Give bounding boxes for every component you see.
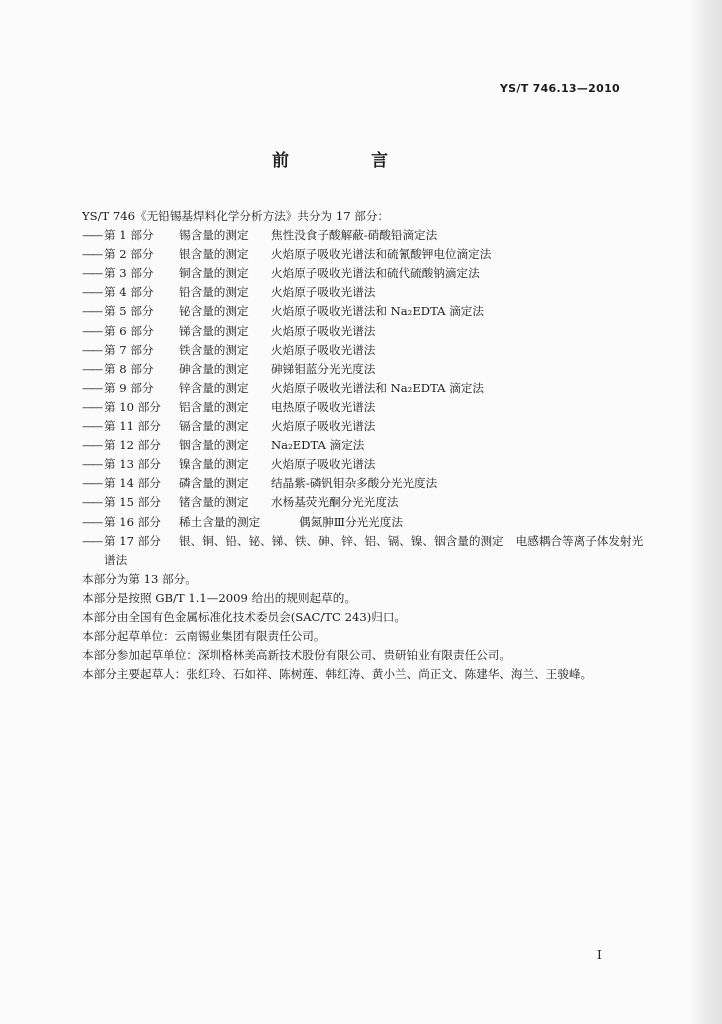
part-number: 第 13 部分 <box>104 457 161 472</box>
part-method: 结晶紫-磷钒钼杂多酸分光光度法 <box>271 476 438 491</box>
part-method: 火焰原子吸收光谱法 <box>271 342 376 357</box>
intro-line: YS/T 746《无铅锡基焊料化学分析方法》共分为 17 部分： <box>82 209 390 223</box>
part-number: 第 12 部分 <box>104 438 161 453</box>
part-item: 锌含量的测定 <box>179 380 249 395</box>
list-item-part-17 <box>82 532 642 551</box>
statement-line: 本部分主要起草人：张红玲、石如祥、陈树莲、韩红涛、黄小兰、尚正文、陈建华、海兰、王骏峰。 <box>82 667 593 682</box>
part-method: 火焰原子吸收光谱法和硫代硫酸钠滴定法 <box>271 266 480 281</box>
list-item-part <box>82 379 642 398</box>
part-method: 偶氮胂Ⅲ分光光度法 <box>299 514 403 529</box>
part-method: 火焰原子吸收光谱法 <box>271 457 376 472</box>
part-number: 第 8 部分 <box>104 361 154 376</box>
part-dash: —— <box>82 399 102 414</box>
list-item-part <box>82 245 642 264</box>
part-item: 铜含量的测定 <box>179 266 249 281</box>
part-dash: —— <box>82 342 102 357</box>
part-method: 火焰原子吸收光谱法和 Na₂EDTA 滴定法 <box>271 304 485 319</box>
part-dash: —— <box>82 476 102 491</box>
part-number: 第 1 部分 <box>104 228 154 243</box>
part-method: 火焰原子吸收光谱法 <box>271 419 376 434</box>
statement-line: 本部分起草单位：云南锡业集团有限责任公司。 <box>82 629 326 644</box>
statement-line: 本部分由全国有色金属标准化技术委员会(SAC/TC 243)归口。 <box>82 609 407 624</box>
standard-number: YS/T 746.13—2010 <box>499 82 620 95</box>
page-number: I <box>597 948 602 962</box>
part-dash: —— <box>82 514 102 529</box>
list-item-part <box>82 322 642 341</box>
part-dash: —— <box>82 380 102 395</box>
part-dash: —— <box>82 266 102 281</box>
part-dash: —— <box>82 323 102 338</box>
list-item-part <box>82 226 642 245</box>
part-method: Na₂EDTA 滴定法 <box>271 438 365 453</box>
page-edge-shadow <box>688 0 722 1024</box>
part-dash: —— <box>82 438 102 453</box>
list-item-part <box>82 455 642 474</box>
part-number: 第 16 部分 <box>104 514 161 529</box>
list-item-part <box>82 302 642 321</box>
part-method: 水杨基荧光酮分光光度法 <box>271 495 399 510</box>
part-number: 第 3 部分 <box>104 266 154 281</box>
part-item: 铋含量的测定 <box>179 304 249 319</box>
part-method: 电感耦合等离子体发射光 <box>515 533 644 548</box>
part-item: 铟含量的测定 <box>179 438 249 453</box>
part-item: 锡含量的测定 <box>179 228 249 243</box>
part-item: 稀土含量的测定 <box>179 514 261 529</box>
part-number: 第 6 部分 <box>104 323 154 338</box>
part-number: 第 15 部分 <box>104 495 161 510</box>
part-number: 第 9 部分 <box>104 380 154 395</box>
part-item: 镍含量的测定 <box>179 457 249 472</box>
part-dash: —— <box>82 228 102 243</box>
part-dash: —— <box>82 457 102 472</box>
part-method: 火焰原子吸收光谱法 <box>271 285 376 300</box>
part-item: 铁含量的测定 <box>179 342 249 357</box>
statement-line: 本部分是按照 GB/T 1.1—2009 给出的规则起草的。 <box>82 590 356 605</box>
part-method: 火焰原子吸收光谱法和 Na₂EDTA 滴定法 <box>271 380 485 395</box>
statement-line: 本部分参加起草单位：深圳格林美高新技术股份有限公司、贵研铂业有限责任公司。 <box>82 648 511 663</box>
part-method: 焦性没食子酸解蔽-硝酸铅滴定法 <box>271 228 438 243</box>
part-dash: —— <box>82 304 102 319</box>
part-number: 第 10 部分 <box>104 399 161 414</box>
statement-line: 本部分为第 13 部分。 <box>82 571 197 586</box>
list-item-part <box>82 341 642 360</box>
part-item: 锗含量的测定 <box>179 495 249 510</box>
list-item-part <box>82 360 642 379</box>
list-item-part <box>82 264 642 283</box>
list-item-part <box>82 513 642 532</box>
part-number: 第 17 部分 <box>104 533 161 548</box>
list-item-part <box>82 474 642 493</box>
part-item: 银、铜、铅、铋、锑、铁、砷、锌、铝、镉、镍、铟含量的测定 <box>179 533 504 548</box>
part-item: 银含量的测定 <box>179 247 249 262</box>
part-item: 锑含量的测定 <box>179 323 249 338</box>
part-17-method-continuation: 谱法 <box>104 552 128 567</box>
statements-list <box>82 570 642 685</box>
part-method: 火焰原子吸收光谱法 <box>271 323 376 338</box>
part-method: 火焰原子吸收光谱法和硫氰酸钾电位滴定法 <box>271 247 492 262</box>
part-method: 电热原子吸收光谱法 <box>271 399 376 414</box>
foreword-body <box>82 207 642 684</box>
part-number: 第 4 部分 <box>104 285 154 300</box>
parts-list <box>82 226 642 532</box>
part-dash: —— <box>82 495 102 510</box>
part-dash: —— <box>82 247 102 262</box>
part-dash: —— <box>82 285 102 300</box>
list-item-part <box>82 493 642 512</box>
page-title: 前 言 <box>272 151 426 171</box>
part-item: 铅含量的测定 <box>179 285 249 300</box>
list-item-part <box>82 398 642 417</box>
list-item-part <box>82 417 642 436</box>
part-dash: —— <box>82 533 102 548</box>
part-number: 第 14 部分 <box>104 476 161 491</box>
list-item-part <box>82 436 642 455</box>
part-dash: —— <box>82 419 102 434</box>
part-method: 砷锑钼蓝分光光度法 <box>271 361 376 376</box>
part-item: 砷含量的测定 <box>179 361 249 376</box>
part-item: 镉含量的测定 <box>179 419 249 434</box>
part-dash: —— <box>82 361 102 376</box>
part-item: 磷含量的测定 <box>179 476 249 491</box>
part-item: 铝含量的测定 <box>179 399 249 414</box>
list-item-part <box>82 283 642 302</box>
part-number: 第 5 部分 <box>104 304 154 319</box>
part-number: 第 11 部分 <box>104 419 161 434</box>
part-number: 第 2 部分 <box>104 247 154 262</box>
part-number: 第 7 部分 <box>104 342 154 357</box>
